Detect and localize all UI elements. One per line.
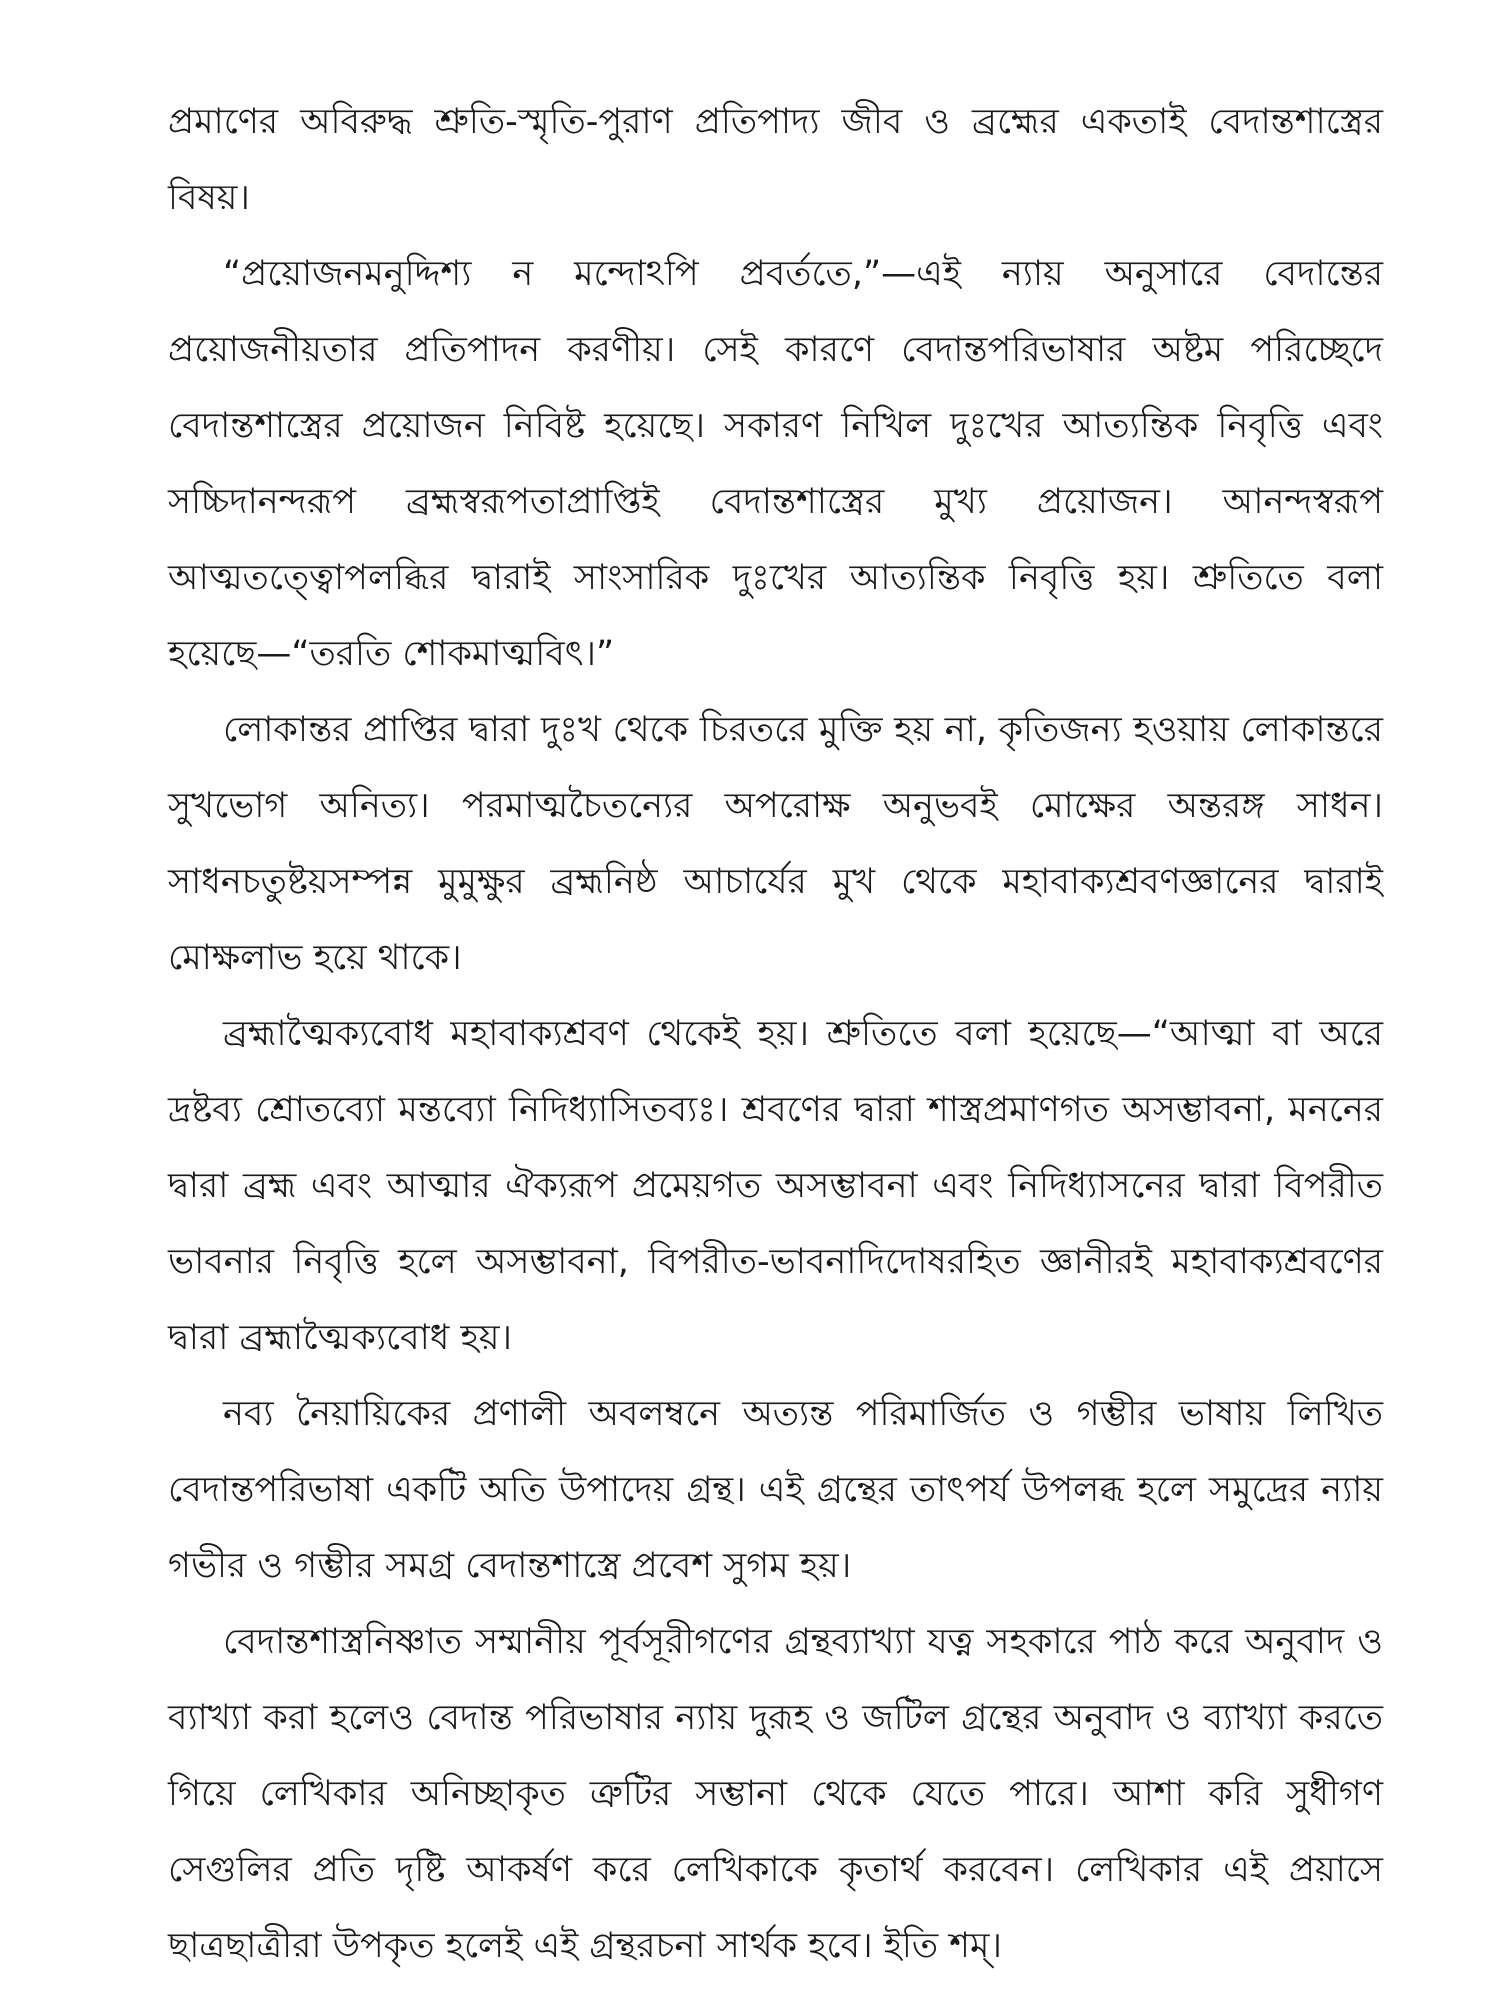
paragraph-1: প্রমাণের অবিরুদ্ধ শ্রুতি-স্মৃতি-পুরাণ প্রতিপাদ্য জীব ও ব্রহ্মের একতাই বেদান্তশাস্ত্রের বিষয়। xyxy=(168,102,1383,218)
paragraph-5: নব্য নৈয়ায়িকের প্রণালী অবলম্বনে অত্যন্ত পরিমার্জিত ও গম্ভীর ভাষায় লিখিত বেদান্তপরিভাষা একটি অতি উপাদেয় গ্রন্থ। এই গ্রন্থের তাৎপর্য উপলব্ধ হলে সমুদ্রের ন্যায় গভীর ও গম্ভীর সমগ্র বেদান্তশাস্ত্রে প্রবেশ সুগম হয়। xyxy=(168,1394,1383,1586)
paragraph-3: লোকান্তর প্রাপ্তির দ্বারা দুঃখ থেকে চিরতরে মুক্তি হয় না, কৃতিজন্য হওয়ায় লোকান্তরে সুখভোগ অনিত্য। পরমাত্মচৈতন্যের অপরোক্ষ অনুভবই মোক্ষের অন্তরঙ্গ সাধন। সাধনচতুষ্টয়সম্পন্ন মুমুক্ষুর ব্রহ্মনিষ্ঠ আচার্যের মুখ থেকে মহাবাক্যশ্রবণজ্ঞানের দ্বারাই মোক্ষলাভ হয়ে থাকে। xyxy=(168,710,1383,978)
document-page xyxy=(168,84,1383,1984)
paragraph-6: বেদান্তশাস্ত্রনিষ্ণাত সম্মানীয় পূর্বসূরীগণের গ্রন্থব্যাখ্যা যত্ন সহকারে পাঠ করে অনুবাদ ও ব্যাখ্যা করা হলেও বেদান্ত পরিভাষার ন্যায় দুরূহ ও জটিল গ্রন্থের অনুবাদ ও ব্যাখ্যা করতে গিয়ে লেখিকার অনিচ্ছাকৃত ত্রুটির সম্ভানা থেকে যেতে পারে। আশা করি সুধীগণ সেগুলির প্রতি দৃষ্টি আকর্ষণ করে লেখিকাকে কৃতার্থ করবেন। লেখিকার এই প্রয়াসে ছাত্রছাত্রীরা উপকৃত হলেই এই গ্রন্থরচনা সার্থক হবে। ইতি শম্। xyxy=(168,1622,1383,1966)
paragraph-2: “প্রয়োজনমনুদ্দিশ্য ন মন্দোঽপি প্রবর্ততে,”—এই ন্যায় অনুসারে বেদান্তের প্রয়োজনীয়তার প্রতিপাদন করণীয়। সেই কারণে বেদান্তপরিভাষার অষ্টম পরিচ্ছেদে বেদান্তশাস্ত্রের প্রয়োজন নিবিষ্ট হয়েছে। সকারণ নিখিল দুঃখের আত্যন্তিক নিবৃত্তি এবং সচ্চিদানন্দরূপ ব্রহ্মস্বরূপতাপ্রাপ্তিই বেদান্তশাস্ত্রের মুখ্য প্রয়োজন। আনন্দস্বরূপ আত্মতত্ত্বোপলব্ধির দ্বারাই সাংসারিক দুঃখের আত্যন্তিক নিবৃত্তি হয়। শ্রুতিতে বলা হয়েছে—“তরতি শোকমাত্মবিৎ।” xyxy=(168,254,1383,674)
paragraph-4: ব্রহ্মাত্মৈক্যবোধ মহাবাক্যশ্রবণ থেকেই হয়। শ্রুতিতে বলা হয়েছে—“আত্মা বা অরে দ্রষ্টব্য শ্রোতব্যো মন্তব্যো নিদিধ্যাসিতব্যঃ। শ্রবণের দ্বারা শাস্ত্রপ্রমাণগত অসম্ভাবনা, মননের দ্বারা ব্রহ্ম এবং আত্মার ঐক্যরূপ প্রমেয়গত অসম্ভাবনা এবং নিদিধ্যাসনের দ্বারা বিপরীত ভাবনার নিবৃত্তি হলে অসম্ভাবনা, বিপরীত-ভাবনাদিদোষরহিত জ্ঞানীরই মহাবাক্যশ্রবণের দ্বারা ব্রহ্মাত্মৈক্যবোধ হয়। xyxy=(168,1014,1383,1358)
